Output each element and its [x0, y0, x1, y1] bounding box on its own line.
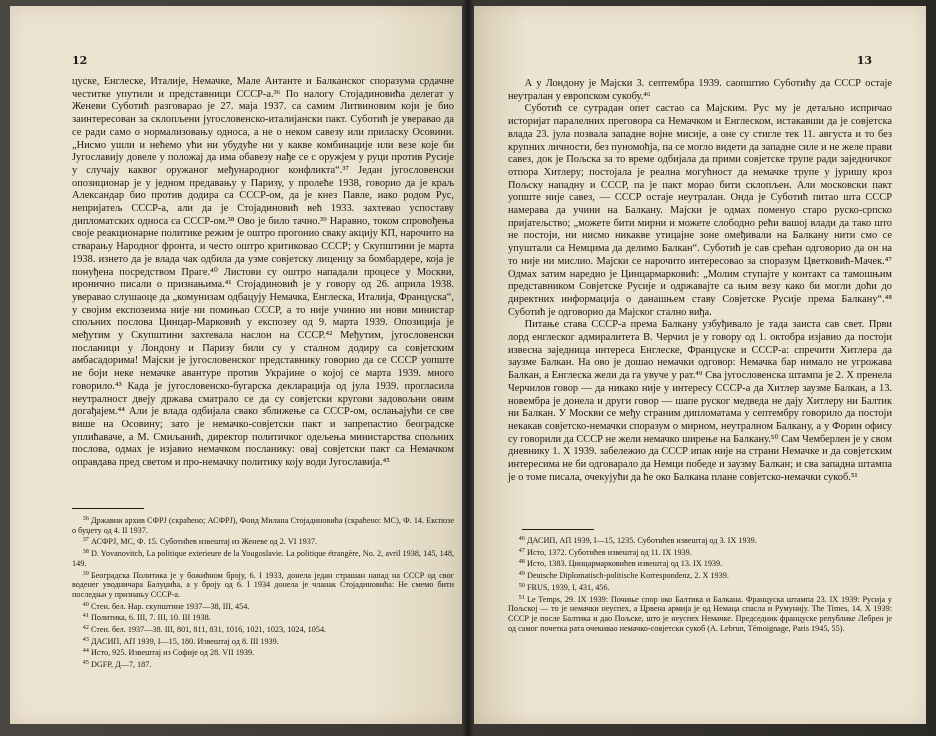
footnote-number: 43 — [82, 635, 89, 643]
footnote-number: 38 — [82, 548, 89, 556]
footnote — [72, 600, 454, 612]
footnotes — [508, 534, 892, 633]
footnote-number: 49 — [518, 570, 525, 578]
footnote-text: Deutsche Diplomatisch-politische Korrespondenz, 2. X 1939. — [526, 571, 729, 581]
footnote — [508, 557, 892, 569]
footnote-text: АСФРЈ, МС, Ф. 15. Суботићев извештај из Женеве од 2. VI 1937. — [90, 537, 317, 547]
footnote — [508, 593, 892, 634]
footnote-text: Исто, 1372. Суботићев извештај од 11. IX 1939. — [526, 547, 692, 557]
left-page — [10, 6, 462, 724]
footnote-text: Стен. бел. 1937—38. III, 801, 811, 831, 1016, 1021, 1023, 1024, 1054. — [90, 625, 327, 635]
footnote-text: Исто, 1383. Цинцармарковићев извештај од 13. IX 1939. — [526, 559, 723, 569]
footnote — [72, 646, 454, 658]
footnote-number: 40 — [82, 600, 89, 608]
footnote — [72, 611, 454, 623]
footnote-text: DGFP, Д—7, 187. — [90, 660, 152, 670]
footnote — [72, 547, 454, 568]
footnote-text: FRUS, 1939, I, 431, 456. — [526, 582, 610, 592]
footnote-number: 36 — [82, 515, 89, 522]
footnote — [508, 534, 892, 546]
main-text — [72, 76, 454, 470]
footnote-text: Стен. бел. Нар. скупштине 1937—38, III, 454. — [90, 601, 250, 611]
footnote-number: 48 — [518, 558, 525, 566]
footnote — [508, 569, 892, 581]
page-number: 13 — [856, 54, 872, 67]
footnote-number: 50 — [518, 581, 525, 589]
paragraph: Питање става СССР-а према Балкану узбуђивало је тада заиста сав свет. Први лорд енглеског адмиралитета В. Черчил је у говору од 1. октобра изјавио да постоји извесна заједница интереса Енглеске, Француске и СССР-а: спречити Хитлера да заузме Балкан. На ово је дошао немачки одговор: Немачка бар нимало не угрожава Балкан, а Енглеска жели да га увуче у рат.⁴⁹ Сва југословенска штампа је 2. X пренела Черчилов говор — да никако није у интересу СССР-а да Хитлер заузме Балкан, а 13. новембра је донела и други говор — шапе руског медведа не дају Хитлеру ни Балтик ни Балкан. У Москви се међу страним дипломатама у септембру говорило да постоји некакав совјетско-немачки споразум о мирном, неутралном Балкану, а у Форин офису су говорили да СССР не жели немачко ширење на Балкану.⁵⁰ Сам Чемберлен је у свом дневнику 1. X 1939. забележио да СССР ипак није на страни Немачке и да совјетским интересима не би одговарало да Немци победе и заузму Балкан; и сва западна штампа је о томе писала, очекујући да ће око Балкана плане совјетско-немачки сукоб.⁵¹ — [508, 319, 892, 483]
footnote-number: 46 — [518, 535, 525, 542]
footnote-number: 51 — [518, 593, 525, 601]
book-gutter — [462, 0, 474, 736]
footnote — [72, 658, 454, 670]
footnote-number: 39 — [82, 569, 89, 577]
footnote-text: ДАСИП, АП 1939, I—15, 180. Извештај од 8. III 1939. — [90, 636, 279, 646]
footnotes — [72, 514, 454, 670]
footnote-number: 47 — [518, 546, 525, 554]
footnote-text: Le Temps, 29. IX 1939: Почиње спор око Балтика и Балкана. Француска штампа 23. IX 1939: Русија у Пољској — то је немачки неуспех, а Црвена армија је од Немаца спасла и Румунију. The Times, 14. X 1939: СССР је после Балтика и дао Пољске, што је неуспех Немачке. Председник француске републике Лебрен је од самог почетка рата очекивао немачко-совјетски сукоб (A. Lebrun, Témoignage, Paris 1945, 55). — [508, 594, 892, 633]
footnote — [72, 569, 454, 600]
footnote-text: Политика, 6. III, 7. III, 10. III 1938. — [90, 613, 211, 623]
paragraph: Суботић се сутрадан опет састао са Мајским. Рус му је детаљно испричао историјат паралелних преговора са Немачком и Енглеском, истакавши да је совјетска влада 23. јула позвала западне војне мисије, а оне су стигле тек 11. августа и то без крупних личности, без пуномоћја, па се могло видети да западне силе и не желе прави савез, док је Пољска за то време одбијала да прими совјетске трупе ради заједничког отпора Хитлеру; постојала је реална могућност да немачке трупе у јуришу кроз Пољску нападну и СССР, па је пакт морао бити склопљен. Али московски пакт уопште није савез, — СССР остаје неутралан. Онда је Суботић питао шта СССР намерава да учини на Балкану. Мајски је одмах поменуо старо руско-српско пријатељство; „можете бити мирни и можете слободно рећи вашој влади да тако што не постоји, ни нисмо никакве утицајне зоне омеђивали на Балкану нити смо се упуштали са Немцима да делимо Балкан“. Суботић је сав срећан одговорио да он на то није ни мислио. Мајски се нарочито интересовао за споразум Цветковић-Мачек.⁴⁷ Одмах затим наредио је Цинцармарковић: „Молим ступајте у контакт са тамошњим представником Совјетске Русије и одржавајте са њим везу како би могли доћи до директних информација о данашњем ставу Совјетске Русије према Балкану“.⁴⁸ Суботић је одговорио да Мајског стално виђа. — [508, 103, 892, 318]
footnote — [72, 514, 454, 535]
footnote-number: 41 — [82, 612, 89, 620]
footnote-text: D. Yovanovitch, La politique exterieure de la Yougoslavie. La politique étrangère, No. 2, avril 1938, 145, 148, 149. — [72, 549, 454, 568]
footnote-text: Београдска Политика је у божићном броју, 6. I 1933, донела један страшан напад на СССР од свог воденег уводничара Балуџића, а у броју од 6. I 1934 донела је чланак Стојадиновића: Не смемо бити последњи у признању СССР-а. — [72, 570, 454, 599]
footnote — [72, 535, 454, 547]
footnote-number: 45 — [82, 659, 89, 667]
right-page — [474, 6, 926, 724]
footnote-divider — [72, 508, 144, 509]
paragraph: цуске, Енглеске, Италије, Немачке, Мале Антанте и Балканског споразума срдачне честитке упутили и представници СССР-а.³⁶ По налогу Стојадиновића делегат у Женеви Суботић разговарао је 27. маја 1937. са самим Литвиновим који је био заинтересован за склопљени југословенско-италијански пакт. Суботић је уверавао да се ради само о нормализовању односа, а не о неком савезу или приласку Осовини. „Нисмо ушли и нећемо ући ни убудуће ни у какве комбинације или везе које би Југославију довеле у положај да има обавезу нађе се с оружјем у руци против Русије у случају каквог оружаног међународног конфликта“.³⁷ Један југословенски опозиционар је у једном предавању у Паризу, у пролеће 1938, говорио да је краљ Александар био против додира са СССР-ом, да је кнез Павле, иако родом Рус, непријатељ СССР-а, али да је Стојадиновић већ 1933. захтевао успоставу дипломатских односа са СССР-ом.³⁸ Ово је било тачно.³⁹ Наравно, током спровођења своје реакционарне политике режим је оштро прогонио сваку акцију КП, нарочито на стварању Народног фронта, и често оштро критиковао СССР; у Скупштини је марта 1938. изнето да је влада чак одбила да узме совјетску лиценцу за бомбардере, која је понуђена посредством Праге.⁴⁰ Листови су оштро нападали процесе у Москви, иронично писали о признањима.⁴¹ Стојадиновић је у говору од 26. априла 1938. уверавао слушаоце да „комунизам одбацују Немачка, Енглеска, Италија, Француска“, у својим експозеима није ни помињао СССР, а то није учинио ни нови министар спољних послова Цинцар-Марковић у експозеу од 9. марта 1939. Опозиција је међутим у Скупштини захтевала наслон на СССР.⁴² Међутим, југословенски посланици у Лондону и Паризу били су у сталном додиру са совјетским амбасадорима! Мајски је југословенског представнику говорио да се СССР уопште не боји неке немачке авантуре против Украјине о којој се марта 1939. много говорило.⁴³ Када је југословенско-бугарска декларација од јула 1939. прогласила неутралност двеју држава сматрало се да су совјетски кругови задовољни овим догађајем.⁴⁴ Али је влада одбијала свако зближење са СССР-ом, ослањајући се све више на Осовину; зато је немачко-совјетски пакт и запрепастио београдске уплићаваче, а М. Смиљанић, директор политичког одељења министарства спољних послова, одмах је изјавио немачком посланику: овај совјетски пакт са Немачком оправдава пред светом и про-немачку политику коју води Југославија.⁴⁵ — [72, 76, 454, 469]
footnote — [72, 635, 454, 647]
footnote-number: 42 — [82, 624, 89, 632]
footnote — [508, 546, 892, 558]
footnote-number: 44 — [82, 647, 89, 655]
page-number: 12 — [72, 54, 88, 67]
main-text — [508, 78, 892, 485]
footnote-divider — [522, 529, 594, 530]
footnote-text: ДАСИП, АП 1939, I—15, 1235. Суботићев извештај од 3. IX 1939. — [526, 536, 757, 545]
footnote — [508, 581, 892, 593]
footnote-text: Исто, 925. Извештај из Софије од 28. VII 1939. — [90, 648, 255, 658]
footnote-text: Државни архив СФРЈ (скраћено; АСФРЈ), Фонд Милана Стојадиновића (скраћено: МС), Ф. 14. Експозе о буџету од 4. II 1937. — [72, 516, 454, 535]
footnote — [72, 623, 454, 635]
footnote-number: 37 — [82, 536, 89, 544]
paragraph: А у Лондону је Мајски 3. септембра 1939. саопштио Суботићу да СССР остаје неутралан у европском сукобу.⁴⁶ — [508, 78, 892, 102]
